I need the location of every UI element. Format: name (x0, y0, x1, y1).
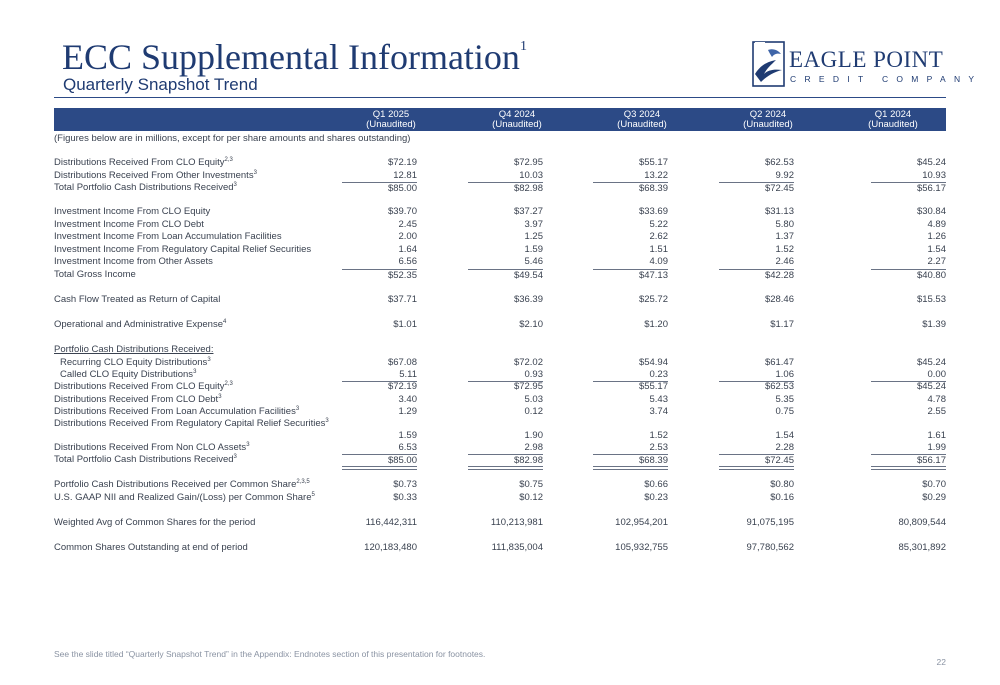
footnote-marker: 2,3 (224, 380, 233, 387)
cell-value: $0.80 (770, 479, 794, 490)
cell-value: 97,780,562 (746, 542, 794, 553)
cell-value: $0.29 (922, 492, 946, 503)
cell-value: 1.52 (775, 244, 794, 255)
row-label: Distributions Received From Non CLO Assets$^3$ (54, 441, 250, 453)
cell-value: $72.45 (719, 454, 794, 467)
cell-value: 0.93 (468, 369, 543, 382)
table-row (54, 170, 946, 182)
footnote-marker: 2,3,5 (296, 478, 310, 485)
cell-value: 10.93 (922, 170, 946, 181)
cell-value: $0.73 (393, 479, 417, 490)
cell-value: $37.27 (513, 206, 543, 217)
cell-value: $0.70 (922, 479, 946, 490)
cell-value: $45.24 (916, 381, 946, 392)
cell-value: 0.12 (524, 406, 543, 417)
cell-value: 2.62 (649, 231, 668, 242)
table-row (54, 219, 946, 231)
cell-value: 116,442,311 (365, 517, 417, 528)
cell-value: 1.06 (719, 369, 794, 382)
cell-value: 0.23 (593, 369, 668, 382)
cell-value: 80,809,544 (898, 517, 946, 528)
table-row (54, 294, 946, 306)
cell-value: $1.17 (770, 319, 794, 330)
cell-value: $45.24 (916, 357, 946, 368)
row-label: Distributions Received From Regulatory Capital Relief Securities$^3$ (54, 417, 329, 429)
row-label: Investment Income From CLO Debt (54, 219, 204, 230)
column-header: Q1 2025 (Unaudited) (366, 109, 416, 130)
cell-value: 5.43 (649, 394, 668, 405)
cell-value: $0.66 (644, 479, 668, 490)
cell-value: $42.28 (719, 269, 794, 282)
cell-value: 5.46 (524, 256, 543, 267)
cell-value: $28.46 (764, 294, 794, 305)
cell-value: $85.00 (342, 454, 417, 467)
cell-value: $67.08 (387, 357, 417, 368)
table-row (54, 369, 946, 381)
logo-name: EAGLE POINT (789, 47, 944, 72)
cell-value: $62.53 (764, 381, 794, 392)
cell-value: $72.95 (513, 157, 543, 168)
table-row (54, 319, 946, 331)
cell-value: 2.55 (927, 406, 946, 417)
table-row (54, 256, 946, 268)
row-label: Operational and Administrative Expense$^4$ (54, 318, 227, 330)
row-label: Total Gross Income (54, 269, 136, 280)
row-label: U.S. GAAP NII and Realized Gain/(Loss) per Common Share$^5$ (54, 491, 315, 503)
row-label: Called CLO Equity Distributions$^3$ (60, 368, 197, 380)
cell-value: 9.92 (775, 170, 794, 181)
cell-value: $45.24 (916, 157, 946, 168)
row-label: Distributions Received From Loan Accumulation Facilities$^3$ (54, 405, 300, 417)
footnote-marker: 3 (325, 417, 329, 424)
row-label: Total Portfolio Cash Distributions Received$^3$ (54, 453, 237, 465)
cell-value: $1.20 (644, 319, 668, 330)
cell-value: $54.94 (638, 357, 668, 368)
column-header: Q4 2024 (Unaudited) (492, 109, 542, 130)
table-row (54, 418, 946, 442)
cell-value: $37.71 (387, 294, 417, 305)
table-row (54, 344, 946, 356)
row-label: Total Portfolio Cash Distributions Received$^3$ (54, 181, 237, 193)
table-row (54, 542, 946, 554)
row-label: Investment Income From Regulatory Capital Relief Securities (54, 244, 312, 255)
cell-value: 12.81 (393, 170, 417, 181)
cell-value: $52.35 (342, 269, 417, 282)
cell-value: $61.47 (764, 357, 794, 368)
cell-value: $72.02 (513, 357, 543, 368)
cell-value: $31.13 (764, 206, 794, 217)
cell-value: $55.17 (638, 157, 668, 168)
cell-value: $82.98 (468, 182, 543, 195)
row-label: Portfolio Cash Distributions Received: (54, 344, 214, 355)
cell-value: 2.98 (524, 442, 543, 453)
cell-value: $56.17 (871, 182, 946, 195)
table-row (54, 206, 946, 218)
cell-value: 5.35 (775, 394, 794, 405)
footnote-marker: 3 (193, 368, 197, 375)
cell-value: 3.97 (524, 219, 543, 230)
cell-value: $85.00 (342, 182, 417, 195)
cell-value: $39.70 (387, 206, 417, 217)
page-title: ECC Supplemental Information$^1$ (62, 37, 527, 77)
cell-value: 6.56 (398, 256, 417, 267)
cell-value: 102,954,201 (615, 517, 668, 528)
cell-value: $72.45 (719, 182, 794, 195)
title-footnote-marker: 1 (519, 39, 527, 54)
row-label: Weighted Avg of Common Shares for the period (54, 517, 256, 528)
cell-value: $55.17 (638, 381, 668, 392)
cell-value: 4.89 (927, 219, 946, 230)
column-header: Q2 2024 (Unaudited) (743, 109, 793, 130)
row-label: Distributions Received From Other Investments$^3$ (54, 169, 257, 181)
table-row (54, 442, 946, 454)
cell-value: 91,075,195 (746, 517, 794, 528)
cell-value: 4.09 (649, 256, 668, 267)
row-label: Investment Income From Loan Accumulation Facilities (54, 231, 282, 242)
cell-value: 1.59 (398, 430, 417, 441)
cell-value: $0.23 (644, 492, 668, 503)
cell-value: $2.10 (519, 319, 543, 330)
cell-value: $0.33 (393, 492, 417, 503)
cell-value: $33.69 (638, 206, 668, 217)
row-label: Investment Income From CLO Equity (54, 206, 211, 217)
cell-value: 120,183,480 (364, 542, 417, 553)
footnote-reference: See the slide titled “Quarterly Snapshot Trend” in the Appendix: Endnotes section of this presentation for footnotes. (54, 649, 486, 659)
footnote-marker: 3 (233, 181, 237, 188)
cell-value: $0.16 (770, 492, 794, 503)
table-row (54, 454, 946, 466)
cell-value: 1.52 (649, 430, 668, 441)
cell-value: 4.78 (927, 394, 946, 405)
cell-value: 85,301,892 (898, 542, 946, 553)
table-row (54, 269, 946, 281)
cell-value: $30.84 (916, 206, 946, 217)
table-row (54, 394, 946, 406)
cell-value: $0.75 (519, 479, 543, 490)
eagle-logo-icon (752, 38, 786, 88)
footnote-marker: 3 (233, 453, 237, 460)
table-row (54, 517, 946, 529)
cell-value: $72.95 (513, 381, 543, 392)
cell-value: 1.25 (524, 231, 543, 242)
row-label: Portfolio Cash Distributions Received per Common Share$^{2,3,5}$ (54, 478, 310, 490)
cell-value: $36.39 (513, 294, 543, 305)
page-number: 22 (936, 657, 946, 667)
cell-value: 5.11 (342, 369, 417, 382)
cell-value: $49.54 (468, 269, 543, 282)
cell-value: 1.90 (524, 430, 543, 441)
cell-value: 5.03 (524, 394, 543, 405)
cell-value: 105,932,755 (615, 542, 668, 553)
row-label: Cash Flow Treated as Return of Capital (54, 294, 221, 305)
row-label: Distributions Received From CLO Debt$^3$ (54, 393, 222, 405)
footnote-marker: 2,3 (224, 156, 233, 163)
table-row (54, 357, 946, 369)
title-divider (54, 97, 946, 98)
cell-value: $25.72 (638, 294, 668, 305)
column-header: Q1 2024 (Unaudited) (868, 109, 918, 130)
cell-value: 2.00 (398, 231, 417, 242)
cell-value: 1.64 (398, 244, 417, 255)
cell-value: 1.61 (927, 430, 946, 441)
cell-value: 5.80 (775, 219, 794, 230)
cell-value: $47.13 (593, 269, 668, 282)
company-logo (752, 38, 983, 90)
logo-subtitle: CREDIT COMPANY (790, 74, 983, 84)
figures-note: (Figures below are in millions, except for per share amounts and shares outstanding) (54, 133, 411, 144)
footnote-marker: 3 (295, 405, 300, 412)
cell-value: 1.26 (927, 231, 946, 242)
table-row (54, 244, 946, 256)
cell-value: 6.53 (398, 442, 417, 453)
row-label: Distributions Received From CLO Equity$^{2,3}$ (54, 156, 233, 168)
footnote-marker: 4 (223, 318, 227, 325)
footnote-marker: 3 (207, 356, 211, 363)
table-row (54, 479, 946, 491)
cell-value: 2.27 (927, 256, 946, 267)
table-row (54, 406, 946, 418)
footnote-marker: 3 (218, 393, 222, 400)
row-label: Recurring CLO Equity Distributions$^3$ (60, 356, 211, 368)
table-row (54, 492, 946, 504)
cell-value: 1.54 (775, 430, 794, 441)
table-row (54, 231, 946, 243)
cell-value: $68.39 (593, 182, 668, 195)
cell-value: 2.28 (775, 442, 794, 453)
cell-value: 13.22 (644, 170, 668, 181)
cell-value: $56.17 (871, 454, 946, 467)
cell-value: 2.46 (775, 256, 794, 267)
cell-value: $82.98 (468, 454, 543, 467)
cell-value: 2.45 (398, 219, 417, 230)
cell-value: 1.29 (398, 406, 417, 417)
cell-value: 0.00 (871, 369, 946, 382)
cell-value: 10.03 (519, 170, 543, 181)
cell-value: 111,835,004 (491, 542, 543, 553)
cell-value: $1.01 (393, 319, 417, 330)
footnote-marker: 3 (253, 169, 257, 176)
row-label: Distributions Received From CLO Equity$^{2,3}$ (54, 380, 233, 392)
cell-value: $1.39 (922, 319, 946, 330)
cell-value: 110,213,981 (490, 517, 543, 528)
page-subtitle: Quarterly Snapshot Trend (63, 75, 258, 94)
footnote-marker: 3 (246, 441, 250, 448)
cell-value: $72.19 (387, 381, 417, 392)
cell-value: $72.19 (387, 157, 417, 168)
cell-value: $62.53 (764, 157, 794, 168)
cell-value: 1.51 (649, 244, 668, 255)
cell-value: $40.80 (871, 269, 946, 282)
cell-value: 3.40 (398, 394, 417, 405)
row-label: Common Shares Outstanding at end of period (54, 542, 248, 553)
cell-value: 1.59 (524, 244, 543, 255)
table-row (54, 182, 946, 194)
cell-value: 1.54 (927, 244, 946, 255)
table-row (54, 381, 946, 393)
cell-value: 0.75 (775, 406, 794, 417)
cell-value: 1.99 (927, 442, 946, 453)
cell-value: 3.74 (649, 406, 668, 417)
column-header: Q3 2024 (Unaudited) (617, 109, 667, 130)
cell-value: 5.22 (649, 219, 668, 230)
cell-value: 2.53 (649, 442, 668, 453)
row-label: Investment Income from Other Assets (54, 256, 213, 267)
table-row (54, 157, 946, 169)
footnote-marker: 5 (311, 491, 315, 498)
cell-value: $15.53 (916, 294, 946, 305)
cell-value: $0.12 (519, 492, 543, 503)
cell-value: $68.39 (593, 454, 668, 467)
cell-value: 1.37 (775, 231, 794, 242)
